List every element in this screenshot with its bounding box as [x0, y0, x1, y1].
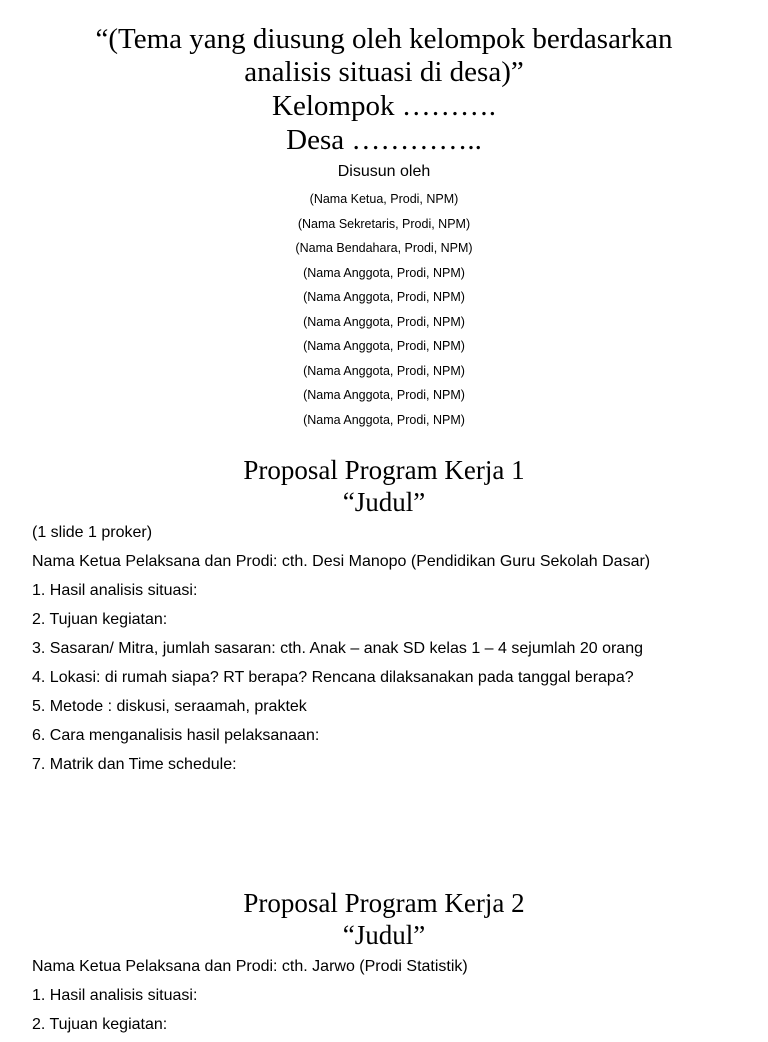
proposal-1-line: 5. Metode : diskusi, seraamah, praktek	[32, 698, 307, 715]
proposal-2-details	[32, 955, 752, 1042]
member-item: (Nama Sekretaris, Prodi, NPM)	[297, 216, 471, 231]
proposal-1-line: 2. Tujuan kegiatan:	[32, 611, 168, 628]
member-item: (Nama Anggota, Prodi, NPM)	[303, 265, 465, 280]
proposal-1-line: 1. Hasil analisis situasi:	[32, 582, 198, 599]
member-item: (Nama Anggota, Prodi, NPM)	[303, 388, 465, 402]
proposal-2-line: 2. Tujuan kegiatan:	[32, 1016, 168, 1033]
proposal-1-line: 6. Cara menganalisis hasil pelaksanaan:	[32, 727, 320, 744]
proposal-2-line: Nama Ketua Pelaksana dan Prodi: cth. Jarwo (Prodi Statistik)	[32, 958, 468, 975]
proposal-1-details	[32, 521, 752, 782]
member-item: (Nama Ketua, Prodi, NPM)	[309, 192, 459, 206]
proposal-1-line: 7. Matrik dan Time schedule:	[32, 756, 237, 773]
proposal-1-title: Proposal Program Kerja 1	[243, 455, 525, 485]
member-item: (Nama Anggota, Prodi, NPM)	[303, 314, 465, 329]
group-name: Kelompok ……….	[272, 90, 496, 122]
proposal-2-title: Proposal Program Kerja 2	[243, 888, 525, 918]
proposal-1-line: Nama Ketua Pelaksana dan Prodi: cth. Desi Manopo (Pendidikan Guru Sekolah Dasar)	[32, 553, 651, 570]
proposal-1-judul: “Judul”	[342, 487, 426, 517]
proposal-2-judul: “Judul”	[342, 920, 426, 950]
member-item: (Nama Anggota, Prodi, NPM)	[303, 339, 465, 353]
theme-title-line-1: “(Tema yang diusung oleh kelompok berdasarkan	[95, 23, 673, 55]
member-item: (Nama Anggota, Prodi, NPM)	[303, 290, 465, 304]
proposal-1-line: (1 slide 1 proker)	[32, 524, 153, 541]
member-item: (Nama Bendahara, Prodi, NPM)	[295, 241, 473, 255]
proposal-2-line: 1. Hasil analisis situasi:	[32, 987, 198, 1004]
authored-by-label: Disusun oleh	[337, 163, 431, 180]
proposal-1-line: 4. Lokasi: di rumah siapa? RT berapa? Rencana dilaksanakan pada tanggal berapa?	[32, 669, 634, 686]
proposal-1-line: 3. Sasaran/ Mitra, jumlah sasaran: cth. Anak – anak SD kelas 1 – 4 sejumlah 20 orang	[32, 640, 643, 657]
member-item: (Nama Anggota, Prodi, NPM)	[303, 412, 465, 427]
member-item: (Nama Anggota, Prodi, NPM)	[303, 363, 465, 378]
village-name: Desa …………..	[286, 124, 482, 156]
theme-title-line-2: analisis situasi di desa)”	[244, 56, 524, 88]
member-list	[0, 189, 768, 434]
